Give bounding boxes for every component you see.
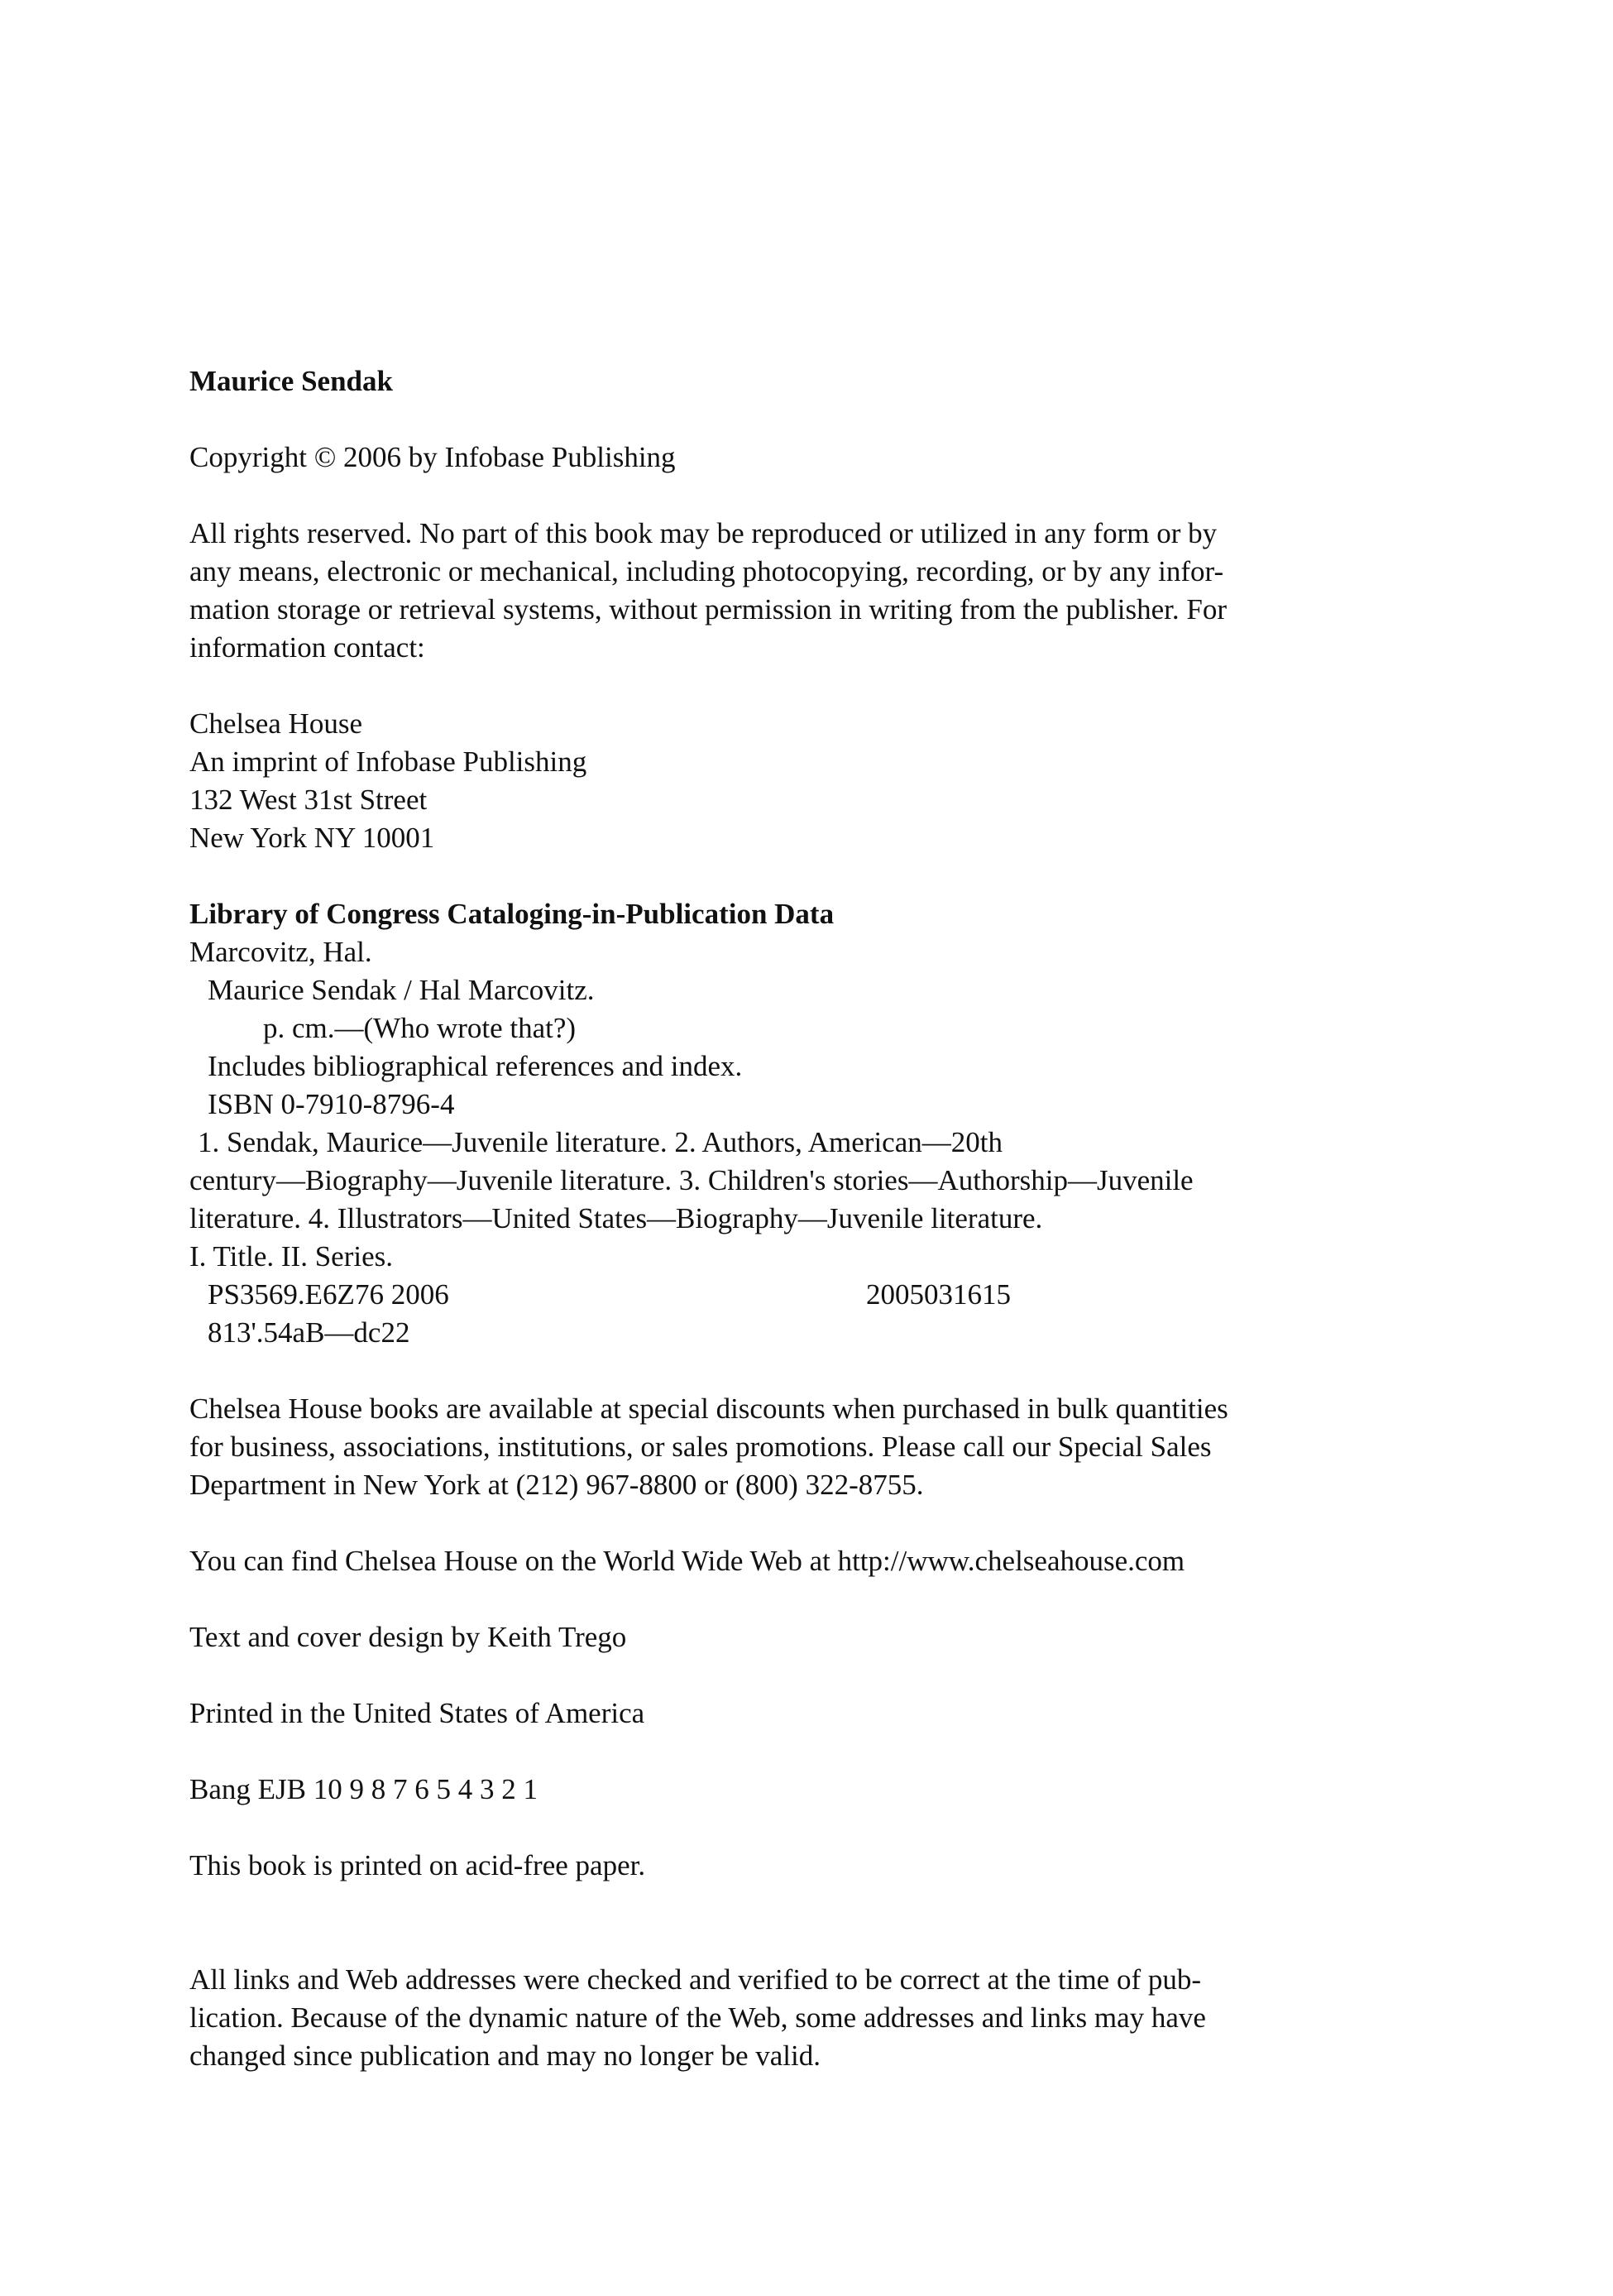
spacer [189, 1809, 1281, 1847]
links-line: lication. Because of the dynamic nature of the Web, some addresses and links may have [189, 2001, 1206, 2034]
cip-heading: Library of Congress Cataloging-in-Publication Data [189, 898, 835, 930]
spacer [189, 667, 1281, 705]
spacer [189, 477, 1281, 515]
links-line: All links and Web addresses were checked and verified to be correct at the time of pub- [189, 1963, 1202, 1996]
cip-subject-line: 1. Sendak, Maurice—Juvenile literature. 2. Authors, American—20th [198, 1126, 1003, 1158]
spacer [189, 1656, 1281, 1694]
paper-notice: This book is printed on acid-free paper. [189, 1849, 646, 1881]
cip-call-number: PS3569.E6Z76 2006 [208, 1278, 449, 1311]
spacer [189, 1733, 1281, 1771]
links-line: changed since publication and may no longer be valid. [189, 2040, 821, 2072]
spacer [189, 1352, 1281, 1390]
cip-notes: Includes bibliographical references and index. [208, 1050, 743, 1082]
rights-line: information contact: [189, 631, 425, 664]
sales-line: Chelsea House books are available at special discounts when purchased in bulk quantities [189, 1392, 1228, 1425]
book-title: Maurice Sendak [189, 365, 393, 397]
cip-data-block [189, 895, 1281, 1352]
cip-series: I. Title. II. Series. [189, 1240, 393, 1273]
cip-subject-line: literature. 4. Illustrators—United States—Biography—Juvenile literature. [189, 1202, 1043, 1234]
spacer [189, 400, 1281, 439]
cip-title-statement: Maurice Sendak / Hal Marcovitz. [208, 974, 595, 1006]
cip-subject-line: century—Biography—Juvenile literature. 3. Children's stories—Authorship—Juvenile [189, 1164, 1194, 1196]
contact-line: New York NY 10001 [189, 822, 435, 854]
rights-statement [189, 515, 1281, 667]
rights-line: All rights reserved. No part of this book may be reproduced or utilized in any form or by [189, 517, 1218, 549]
sales-line: Department in New York at (212) 967-8800 or (800) 322-8755. [189, 1469, 924, 1501]
contact-line: Chelsea House [189, 707, 362, 740]
cip-isbn: ISBN 0-7910-8796-4 [208, 1088, 455, 1120]
cip-dewey: 813'.54aB—dc22 [208, 1316, 410, 1349]
cip-number-row [189, 1276, 1281, 1314]
spacer [189, 1580, 1281, 1618]
design-credit: Text and cover design by Keith Trego [189, 1621, 627, 1653]
rights-line: any means, electronic or mechanical, including photocopying, recording, or by any infor- [189, 555, 1224, 587]
printed-location: Printed in the United States of America [189, 1697, 645, 1729]
copyright-notice: Copyright © 2006 by Infobase Publishing [189, 441, 676, 473]
cip-physical-description: p. cm.—(Who wrote that?) [263, 1012, 577, 1044]
cip-lccn: 2005031615 [866, 1278, 1011, 1311]
spacer [189, 857, 1281, 895]
cip-author: Marcovitz, Hal. [189, 936, 372, 968]
printing-line: Bang EJB 10 9 8 7 6 5 4 3 2 1 [189, 1773, 538, 1805]
web-address-line: You can find Chelsea House on the World Wide Web at http://www.chelseahouse.com [189, 1545, 1185, 1577]
spacer [189, 1504, 1281, 1542]
publisher-contact [189, 705, 1281, 857]
sales-line: for business, associations, institutions, or sales promotions. Please call our Special Sales [189, 1431, 1212, 1463]
copyright-page-content [189, 362, 1281, 2075]
special-sales-notice [189, 1390, 1281, 1504]
spacer [189, 1923, 1281, 1961]
spacer [189, 1885, 1281, 1923]
contact-line: 132 West 31st Street [189, 784, 428, 816]
links-disclaimer [189, 1961, 1281, 2075]
contact-line: An imprint of Infobase Publishing [189, 745, 587, 778]
rights-line: mation storage or retrieval systems, without permission in writing from the publisher. For [189, 593, 1227, 626]
